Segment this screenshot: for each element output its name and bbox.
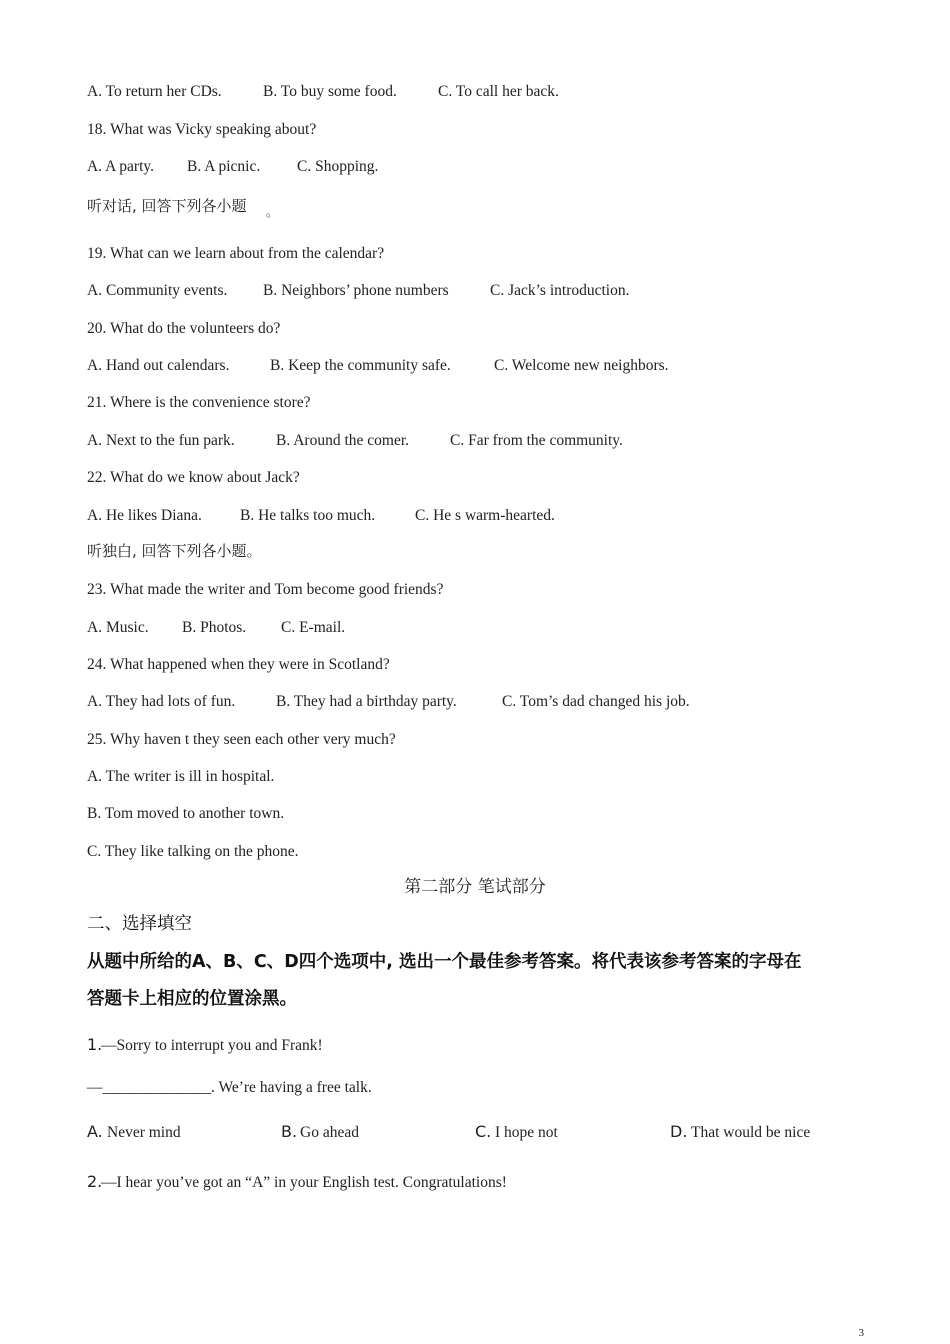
q1-line-2: —______________. We’re having a free talk. [87, 1079, 372, 1096]
q1-line-1: —Sorry to interrupt you and Frank! [101, 1037, 323, 1054]
q21-option-b: B. Around the comer. [276, 432, 410, 449]
q23-option-b: B. Photos. [182, 619, 247, 636]
question-19: 19. What can we learn about from the calendar? [87, 245, 385, 262]
q20-option-b: B. Keep the community safe. [270, 357, 451, 374]
q24-option-b: B. They had a birthday party. [276, 693, 457, 710]
q24-option-c: C. Tom’s dad changed his job. [502, 693, 690, 710]
question-20: 20. What do the volunteers do? [87, 320, 281, 337]
question-25: 25. Why haven t they seen each other very much? [87, 731, 396, 748]
q17-option-a: A. To return her CDs. [87, 83, 222, 100]
q20-option-a: A. Hand out calendars. [87, 357, 230, 374]
q1-option-a-text: Never mind [107, 1124, 181, 1141]
q1-number: 1. [87, 1035, 103, 1054]
part2-heading: 第二部分 笔试部分 [404, 877, 546, 897]
q18-option-a: A. A party. [87, 158, 155, 175]
q19-option-b: B. Neighbors’ phone numbers [263, 282, 449, 299]
q21-option-a: A. Next to the fun park. [87, 432, 235, 449]
q1-option-a-letter: A. [87, 1122, 103, 1141]
q20-option-c: C. Welcome new neighbors. [494, 357, 669, 374]
dialog-instruction: 听对话, 回答下列各小题 [87, 197, 247, 215]
question-22: 22. What do we know about Jack? [87, 469, 300, 486]
q22-option-b: B. He talks too much. [240, 507, 376, 524]
q17-option-c: C. To call her back. [438, 83, 559, 100]
q25-option-c: C. They like talking on the phone. [87, 843, 299, 860]
question-24: 24. What happened when they were in Scotland? [87, 656, 390, 673]
q23-option-a: A. Music. [87, 619, 149, 636]
q1-option-b-text: Go ahead [300, 1124, 359, 1141]
page-number: 3 [858, 1327, 864, 1339]
instruction-line-2: 答题卡上相应的位置涂黑。 [87, 989, 297, 1009]
q19-option-a: A. Community events. [87, 282, 228, 299]
monologue-instruction: 听独白, 回答下列各小题。 [87, 542, 262, 560]
question-21: 21. Where is the convenience store? [87, 394, 311, 411]
q2-number: 2. [87, 1172, 103, 1191]
dialog-instruction-mark: 。 [266, 205, 279, 219]
q1-option-d-letter: D. [670, 1122, 688, 1141]
q17-option-b: B. To buy some food. [263, 83, 397, 100]
question-23: 23. What made the writer and Tom become good friends? [87, 581, 444, 598]
instruction-line-1: 从题中所给的A、B、C、D四个选项中, 选出一个最佳参考答案。将代表该参考答案的字母在 [87, 952, 802, 972]
q1-option-b-letter: B. [281, 1122, 298, 1141]
question-18: 18. What was Vicky speaking about? [87, 121, 317, 138]
q19-option-c: C. Jack’s introduction. [490, 282, 630, 299]
q1-option-d-text: That would be nice [691, 1124, 811, 1141]
q18-option-c: C. Shopping. [297, 158, 379, 175]
q22-option-a: A. He likes Diana. [87, 507, 202, 524]
q21-option-c: C. Far from the community. [450, 432, 623, 449]
q2-line-1: —I hear you’ve got an “A” in your English test. Congratulations! [101, 1174, 507, 1191]
q1-option-c-text: I hope not [495, 1124, 558, 1141]
q22-option-c: C. He s warm-hearted. [415, 507, 555, 524]
q25-option-a: A. The writer is ill in hospital. [87, 768, 275, 785]
q1-option-c-letter: C. [475, 1122, 492, 1141]
q23-option-c: C. E-mail. [281, 619, 346, 636]
q25-option-b: B. Tom moved to another town. [87, 805, 285, 822]
q18-option-b: B. A picnic. [187, 158, 261, 175]
q24-option-a: A. They had lots of fun. [87, 693, 236, 710]
section-heading: 二、选择填空 [87, 914, 192, 934]
